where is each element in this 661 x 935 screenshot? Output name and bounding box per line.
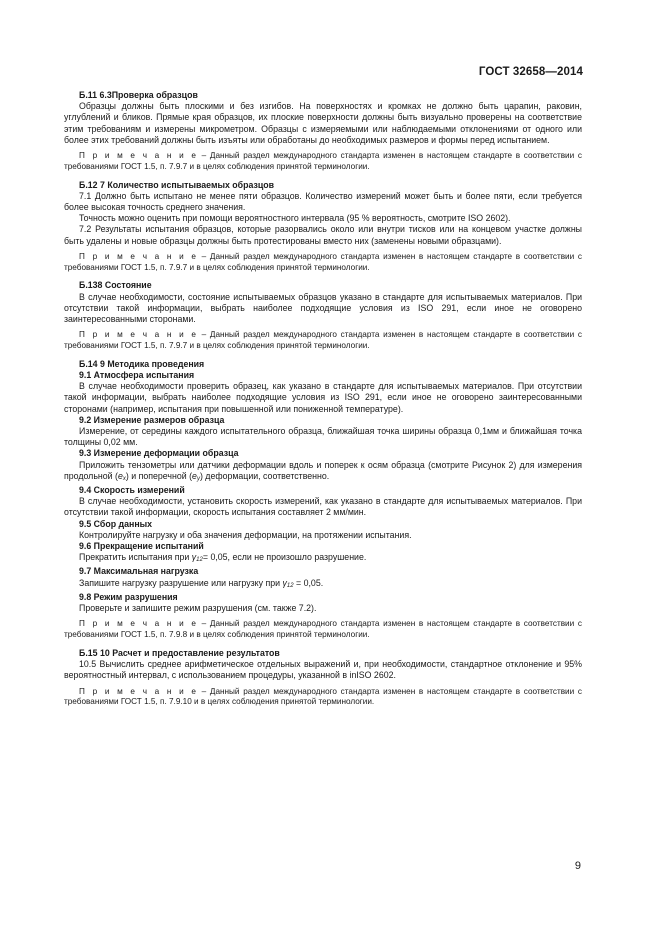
symbol-letter: e bbox=[192, 470, 197, 481]
symbol-e bbox=[118, 471, 126, 481]
symbol-letter: γ bbox=[191, 552, 197, 563]
symbol-subscript: x bbox=[122, 475, 126, 482]
symbol-e bbox=[192, 471, 200, 481]
paragraph bbox=[64, 460, 582, 485]
note bbox=[64, 619, 582, 641]
text-run: = 0,05, если не произошло разрушение. bbox=[202, 552, 367, 563]
document-body bbox=[64, 90, 582, 715]
note-prefix: П р и м е ч а н и е bbox=[79, 330, 198, 340]
note bbox=[64, 330, 582, 352]
subsection-heading-9-7: 9.7 Максимальная нагрузка bbox=[79, 566, 199, 577]
paragraph: Образцы должны быть плоскими и без изгибов. На поверхностях и кромках не должно быть царапин, раковин, углублений и бликов. Прямые края образцов, их плоские поверхности должны быть визуально проверены на соответствие этим требованиям и измерены микрометром. Образцы с измеряемыми или наблюдаемыми отклонениями от одного или более этих требований должны быть изъяты или обработаны до необходимых размеров и формы перед испытанием. bbox=[64, 101, 582, 145]
paragraph: Контролируйте нагрузку и оба значения деформации, на протяжении испытания. bbox=[79, 529, 412, 540]
text-run: ) и поперечной ( bbox=[125, 470, 193, 481]
standard-designation: ГОСТ 32658—2014 bbox=[478, 66, 583, 78]
paragraph: В случае необходимости, состояние испытываемых образцов указано в стандарте для испытываемых материалов. При отсутствии такой информации, выбрать наиболее подходящие условия из ISO 291, если иное не оговорено заинтересованными сторонами. bbox=[64, 291, 582, 325]
note-prefix: П р и м е ч а н и е bbox=[79, 151, 198, 161]
symbol-letter: e bbox=[117, 470, 123, 481]
symbol-gamma bbox=[192, 552, 203, 562]
subsection-heading-9-5: 9.5 Сбор данных bbox=[79, 518, 153, 529]
symbol-gamma bbox=[282, 578, 293, 588]
note-text: – Данный раздел международного стандарта изменен в настоящем стандарте в соответствии с требованиями ГОСТ 1.5, п. 7.9.7 и в целях соблюдения принятой терминологии. bbox=[64, 151, 582, 171]
subsection-heading-9-3: 9.3 Измерение деформации образца bbox=[79, 448, 239, 459]
note-text: – Данный раздел международного стандарта изменен в настоящем стандарте в соответствии с требованиями ГОСТ 1.5, п. 7.9.7 и в целях соблюдения принятой терминологии. bbox=[64, 330, 582, 351]
symbol-letter: γ bbox=[282, 577, 287, 588]
section-heading-b13: Б.138 Состояние bbox=[79, 280, 152, 291]
text-run: = 0,05. bbox=[293, 577, 324, 588]
note bbox=[64, 151, 582, 173]
paragraph: 7.1 Должно быть испытано не менее пяти образцов. Количество измерений может быть и более пяти, если требуется более высокая точность среднего значения. bbox=[64, 190, 582, 213]
symbol-subscript: y bbox=[196, 475, 200, 482]
note-text: – Данный раздел международного стандарта изменен в настоящем стандарте в соответствии с требованиями ГОСТ 1.5, п. 7.9.10 и в целях соблюдения принятой терминологии. bbox=[64, 686, 582, 707]
note bbox=[64, 687, 582, 709]
note-prefix: П р и м е ч а н и е bbox=[79, 686, 198, 696]
paragraph: Проверьте и запишите режим разрушения (см. также 7.2). bbox=[79, 603, 317, 614]
subsection-heading-9-1: 9.1 Атмосфера испытания bbox=[79, 370, 195, 381]
page-number: 9 bbox=[574, 860, 581, 872]
text-run: Приложить тензометры или датчики деформации вдоль и поперек к осям образца (смотрите Рисунок 2) для измерения продольной ( bbox=[64, 459, 582, 481]
paragraph: Точность можно оценить при помощи вероятностного интервала (95 % вероятность, смотрите ISO 2602). bbox=[79, 213, 511, 224]
section-heading-b15: Б.15 10 Расчет и предоставление результатов bbox=[79, 647, 280, 658]
paragraph: 10.5 Вычислить среднее арифметическое отдельных выражений и, при необходимости, стандартное отклонение и 95% вероятностный интервал, с использованием процедуры, указанной в inISO 2602. bbox=[64, 659, 582, 681]
text-run: Прекратить испытания при bbox=[79, 552, 192, 563]
section-heading-b12: Б.12 7 Количество испытываемых образцов bbox=[79, 179, 275, 190]
note-prefix: П р и м е ч а н и е bbox=[79, 619, 198, 629]
symbol-subscript: 12 bbox=[286, 582, 294, 589]
subsection-heading-9-2: 9.2 Измерение размеров образца bbox=[79, 414, 225, 425]
note-text: – Данный раздел международного стандарта изменен в настоящем стандарте в соответствии с требованиями ГОСТ 1.5, п. 7.9.8 и в целях соблюдения принятой терминологии. bbox=[64, 619, 582, 640]
subsection-heading-9-6: 9.6 Прекращение испытаний bbox=[79, 541, 204, 552]
paragraph: В случае необходимости, установить скорость измерений, как указано в стандарте для испытываемых материалов. При отсутствии такой информации, скорость испытания составляет 2 мм/мин. bbox=[64, 496, 582, 518]
paragraph bbox=[64, 552, 582, 566]
section-heading-b14: Б.14 9 Методика проведения bbox=[79, 358, 205, 369]
note bbox=[64, 252, 582, 274]
note-prefix: П р и м е ч а н и е bbox=[79, 251, 198, 261]
text-run: Запишите нагрузку разрушение или нагрузку при bbox=[79, 577, 283, 588]
subsection-heading-9-4: 9.4 Скорость измерений bbox=[79, 485, 185, 496]
paragraph: 7.2 Результаты испытания образцов, которые разорвались около или внутри тисков или на концевом участке должны быть удалены и новые образцы должны быть протестированы вместо них (заменены новыми образцами). bbox=[64, 224, 582, 246]
symbol-subscript: 12 bbox=[196, 557, 203, 564]
note-text: – Данный раздел международного стандарта изменен в настоящем стандарте в соответствии с требованиями ГОСТ 1.5, п. 7.9.7 и в целях соблюдения принятой терминологии. bbox=[64, 251, 582, 272]
section-heading-b11: Б.11 6.3Проверка образцов bbox=[79, 90, 198, 100]
subsection-heading-9-8: 9.8 Режим разрушения bbox=[79, 591, 178, 602]
paragraph: В случае необходимости проверить образец, как указано в стандарте для испытываемых материалов. При отсутствии такой информации, выбрать наиболее подходящие условия из ISO 291, если иное не оговорено заинтересованными сторонами (например, испытания при повышенной или пониженной температуре). bbox=[64, 381, 582, 414]
text-run: ) деформации, соответственно. bbox=[199, 470, 330, 481]
paragraph: Измерение, от середины каждого испытательного образца, ближайшая точка ширины образца 0,1мм и ближайшая точка толщины 0,02 мм. bbox=[64, 426, 582, 448]
paragraph bbox=[64, 578, 582, 592]
